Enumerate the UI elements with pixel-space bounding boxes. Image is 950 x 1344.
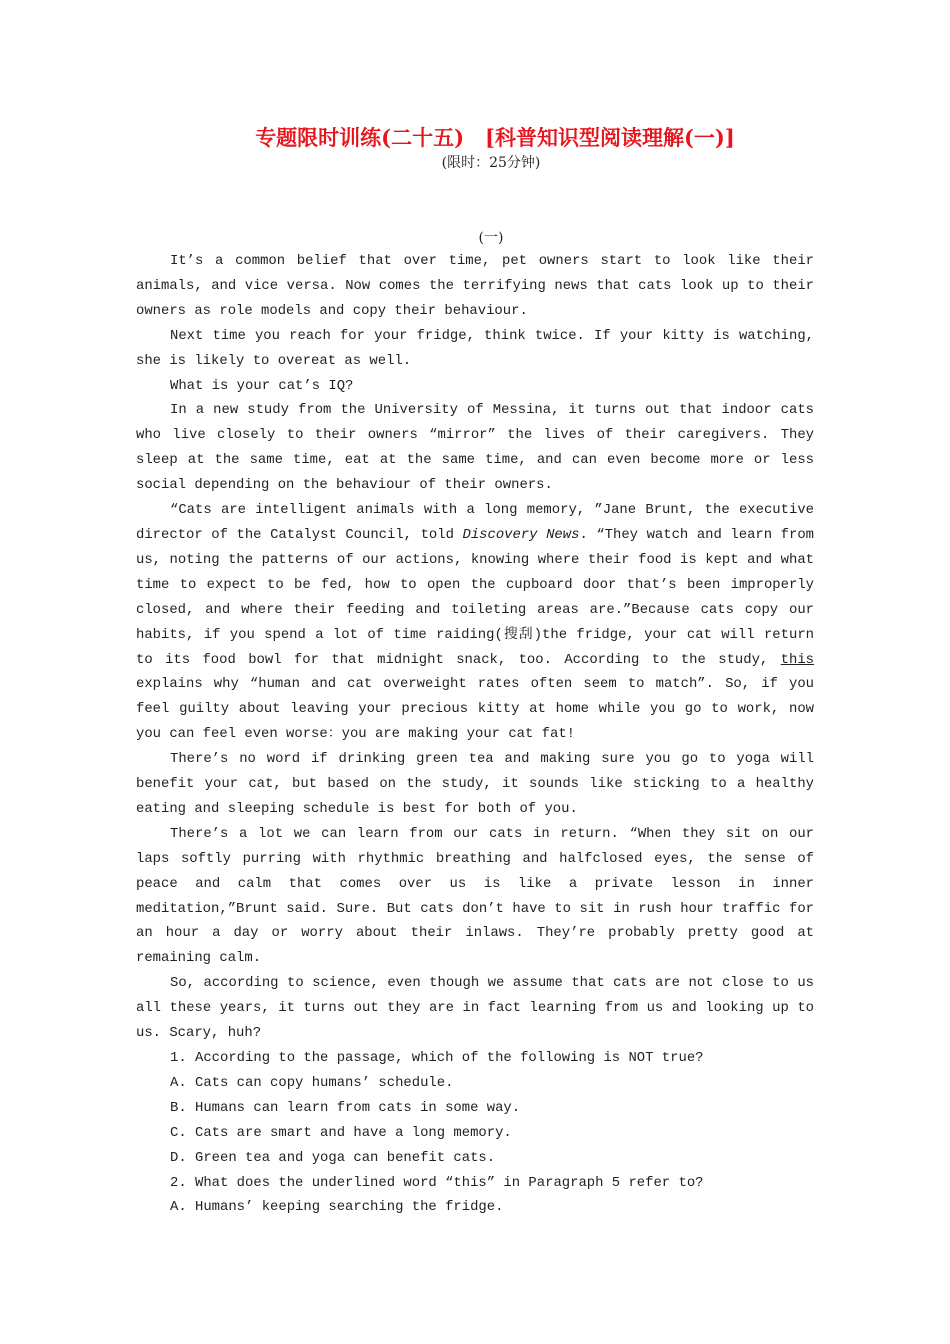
underlined-word: this	[780, 651, 814, 668]
option: B. Humans can learn from cats in some way.	[170, 1099, 521, 1116]
paragraph: There’s no word if drinking green tea and making sure you go to yoga will benefit your cat, but based on the study, it sounds like sticking to a healthy eating and sleeping schedule is best for both of you.	[136, 751, 814, 817]
question: 1. According to the passage, which of the following is NOT true?	[170, 1050, 704, 1066]
text: explains why “human and cat overweight rates often seem to match”. So, if you feel guilty about leaving your precious kitty at home while you go to work, now you can feel even worse：you are making your cat fat!	[136, 676, 814, 743]
time-limit: (限时：25分钟)	[441, 155, 541, 171]
paragraph: What is your cat’s IQ?	[170, 377, 354, 394]
option: A. Cats can copy humans’ schedule.	[170, 1074, 454, 1091]
paragraph: So, according to science, even though we assume that cats are not close to us all these years, it turns out they are in fact learning from us and looking up to us. Scary, huh?	[136, 975, 814, 1042]
paragraph: In a new study from the University of Messina, it turns out that indoor cats who live closely to their owners “mirror” the lives of their caregivers. They sleep at the same time, eat at the same time, and can even become more or less social depending on the behaviour of their owners.	[136, 402, 814, 494]
option: D. Green tea and yoga can benefit cats.	[170, 1149, 496, 1166]
option: A. Humans’ keeping searching the fridge.	[170, 1199, 504, 1216]
section-heading: (一)	[478, 230, 504, 246]
passage	[136, 249, 814, 1220]
text: . “They watch and learn from us, noting the patterns of our actions, knowing where their food is kept and what time to expect to be fed, how to open the cupboard door that’s been improperly closed, and where their feeding and toileting areas are.”Because cats copy our habits, if you spend a lot of time raiding(搜刮)the fridge, your cat will return to its food bowl for that midnight snack, too. According to the study,	[136, 526, 814, 668]
option: C. Cats are smart and have a long memory.	[170, 1124, 512, 1141]
text: “Cats are intelligent animals with a long memory, ”Jane Brunt, the executive director of the Catalyst Council, told	[136, 502, 814, 543]
paragraph: There’s a lot we can learn from our cats in return. “When they sit on our laps softly purring with rhythmic breathing and halfclosed eyes, the sense of peace and calm that comes over us is like a private lesson in inner meditation,”Brunt said. Sure. But cats don’t have to sit in rush hour traffic for an hour a day or worry about their inlaws. They’re probably pretty good at remaining calm.	[136, 825, 814, 967]
publication-name: Discovery News	[462, 526, 580, 543]
paragraph: It’s a common belief that over time, pet owners start to look like their animals, and vice versa. Now comes the terrifying news that cats look up to their owners as role models and copy their behaviour.	[136, 253, 814, 319]
page-title: 专题限时训练(二十五) [科普知识型阅读理解(一)]	[255, 125, 735, 150]
paragraph: Next time you reach for your fridge, think twice. If your kitty is watching, she is likely to overeat as well.	[136, 327, 814, 369]
paragraph-5	[136, 498, 814, 747]
question: 2. What does the underlined word “this” in Paragraph 5 refer to?	[170, 1174, 704, 1191]
